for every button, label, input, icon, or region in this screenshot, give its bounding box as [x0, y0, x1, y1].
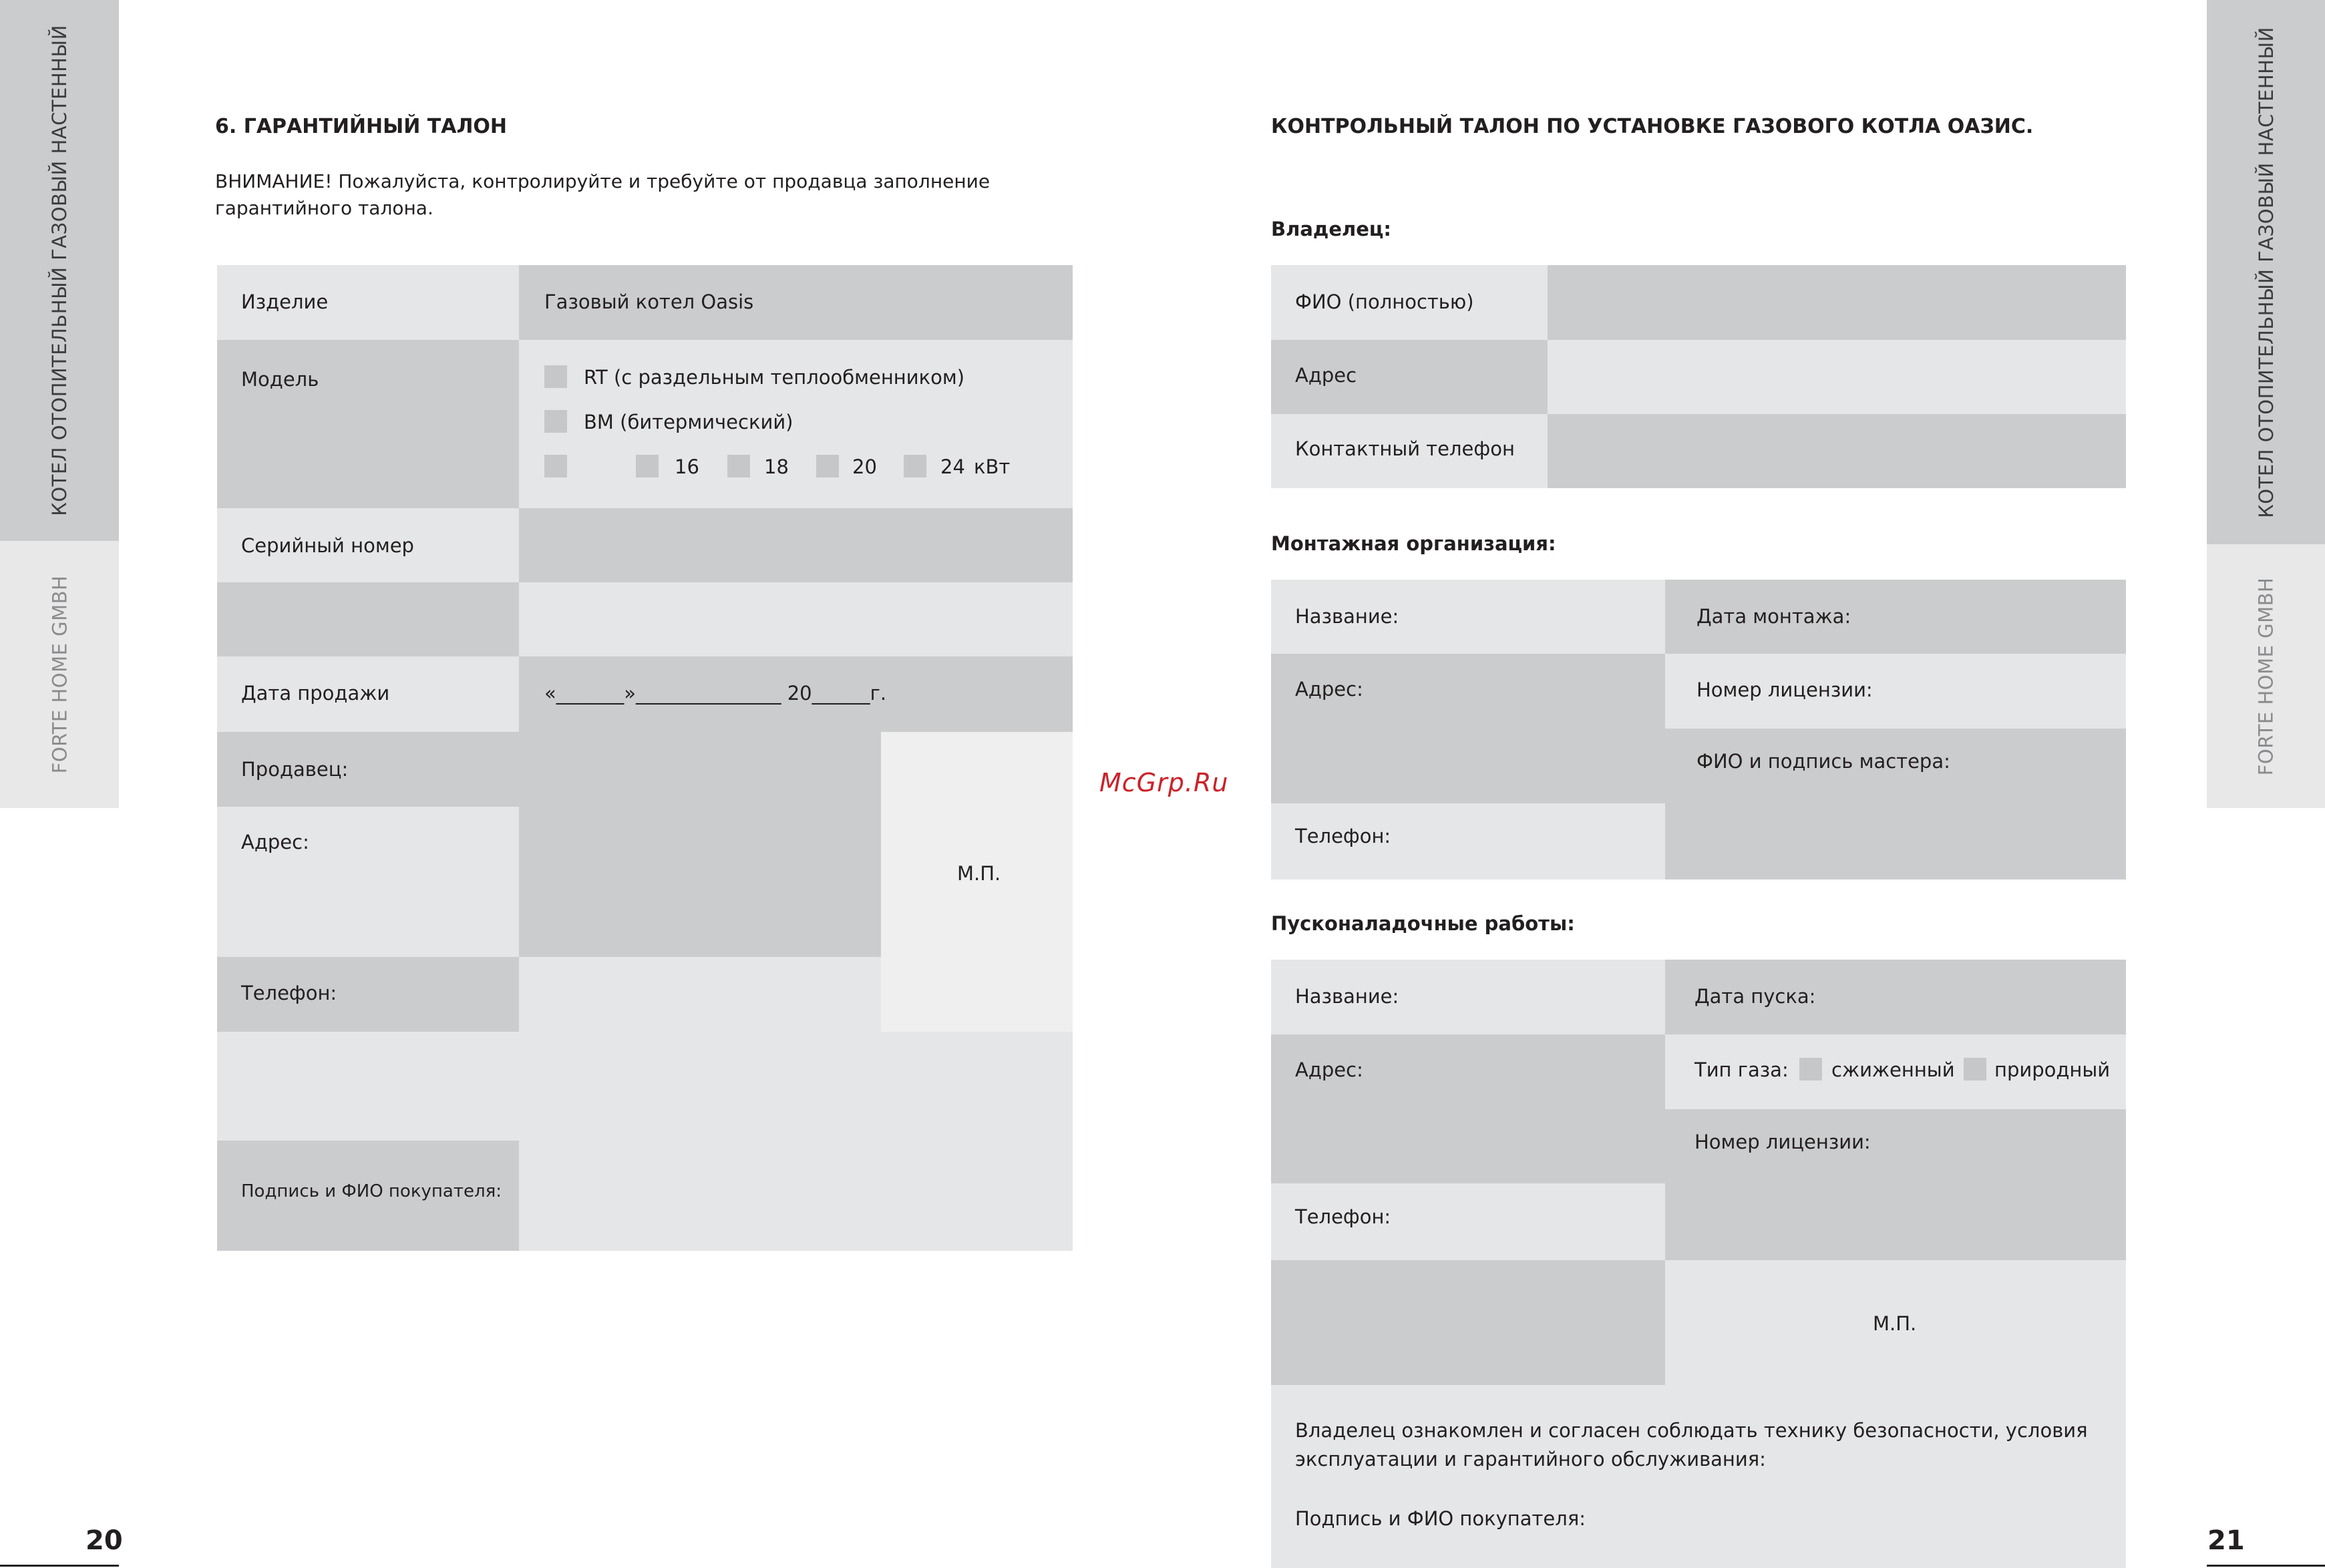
install-address-cell[interactable]: [1271, 654, 1665, 803]
serial-value-cell[interactable]: [519, 508, 1073, 582]
owner-name-label: ФИО (полностью): [1295, 290, 1474, 313]
left-sidebar-brand-block: [0, 541, 119, 808]
power-16-checkbox[interactable]: [636, 455, 659, 477]
left-sidebar-title-block: [0, 0, 119, 541]
model-rt-checkbox[interactable]: [544, 365, 567, 388]
gas-natural-checkbox[interactable]: [1964, 1058, 1986, 1081]
address-label-cell: [217, 807, 519, 957]
signature-label: Подпись и ФИО покупателя:: [241, 1181, 502, 1201]
install-section-title: Монтажная организация:: [1271, 532, 1556, 555]
signature-spacer-cell: [217, 1032, 1073, 1141]
right-sidebar-title: КОТЕЛ ОТОПИТЕЛЬНЫЙ ГАЗОВЫЙ НАСТЕННЫЙ: [2254, 26, 2278, 518]
install-date-label: Дата монтажа:: [1696, 605, 1851, 628]
model-label: Модель: [241, 368, 319, 391]
commission-name-label: Название:: [1295, 985, 1399, 1008]
left-stamp-label: М.П.: [957, 862, 1001, 885]
serial-label: Серийный номер: [241, 534, 414, 557]
gas-liquefied-checkbox[interactable]: [1799, 1058, 1822, 1081]
commission-blank-cell[interactable]: [1271, 1260, 1665, 1385]
agreement-line1: Владелец ознакомлен и согласен соблюдать технику безопасности, условия: [1295, 1419, 2088, 1442]
control-heading: КОНТРОЛЬНЫЙ ТАЛОН ПО УСТАНОВКЕ ГАЗОВОГО КОТЛА ОАЗИС.: [1271, 115, 2034, 138]
watermark: McGrp.Ru: [1099, 768, 1229, 797]
blank-value-cell[interactable]: [519, 582, 1073, 656]
agreement-line2: эксплуатации и гарантийного обслуживания:: [1295, 1448, 1766, 1471]
seller-phone-label: Телефон:: [241, 982, 337, 1004]
warranty-notice: [215, 168, 1083, 222]
blank-label-cell: [217, 582, 519, 656]
right-sidebar-brand-block: [2207, 544, 2325, 808]
product-value: Газовый котел Oasis: [544, 290, 754, 313]
left-sidebar-brand: FORTE HOME GMBH: [48, 575, 71, 774]
right-stamp-label: М.П.: [1873, 1312, 1917, 1335]
warranty-heading: 6. ГАРАНТИЙНЫЙ ТАЛОН: [215, 115, 507, 138]
commission-signature-label: Подпись и ФИО покупателя:: [1295, 1507, 1586, 1530]
model-bm-checkbox[interactable]: [544, 410, 567, 433]
power-20-label: 20: [852, 455, 877, 478]
left-sidebar-title: КОТЕЛ ОТОПИТЕЛЬНЫЙ ГАЗОВЫЙ НАСТЕННЫЙ: [48, 25, 71, 516]
owner-phone-value-cell[interactable]: [1548, 414, 2126, 488]
owner-name-value-cell[interactable]: [1548, 265, 2126, 340]
right-page-number: 21: [2207, 1525, 2245, 1556]
commission-phone-label: Телефон:: [1295, 1205, 1391, 1228]
commission-agreement-cell[interactable]: [1271, 1385, 2126, 1568]
sale-date-label: Дата продажи: [241, 682, 390, 705]
commission-section-title: Пусконаладочные работы:: [1271, 912, 1575, 935]
commission-license-label: Номер лицензии:: [1694, 1131, 1871, 1153]
sale-date-value: «_______»_______________ 20______г.: [544, 682, 887, 705]
owner-address-value-cell[interactable]: [1548, 340, 2126, 414]
power-16-label: 16: [675, 455, 699, 478]
right-sidebar-title-block: [2207, 0, 2325, 544]
install-address-label: Адрес:: [1295, 678, 1363, 701]
power-20-checkbox[interactable]: [816, 455, 839, 477]
seller-label: Продавец:: [241, 758, 349, 781]
phone-value-cell[interactable]: [519, 957, 881, 1032]
right-footer-line: [2207, 1565, 2325, 1567]
owner-phone-label: Контактный телефон: [1295, 437, 1515, 460]
gas-natural-label: природный: [1994, 1058, 2111, 1081]
seller-address-label: Адрес:: [241, 831, 309, 853]
power-blank-checkbox[interactable]: [544, 455, 567, 477]
commission-address-label: Адрес:: [1295, 1058, 1363, 1081]
power-18-label: 18: [764, 455, 789, 478]
warranty-notice-line2: гарантийного талона.: [215, 197, 433, 219]
commission-address-cell[interactable]: [1271, 1034, 1665, 1183]
right-sidebar-brand: FORTE HOME GMBH: [2254, 577, 2278, 775]
model-bm-label: BM (битермический): [584, 411, 793, 433]
model-label-cell: [217, 340, 519, 508]
warranty-notice-line1: ВНИМАНИЕ! Пожалуйста, контролируйте и требуйте от продавца заполнение: [215, 170, 991, 192]
left-page-number: 20: [85, 1525, 123, 1556]
power-24-label: 24: [940, 455, 965, 478]
model-rt-label: RT (с раздельным теплообменником): [584, 366, 965, 389]
product-label: Изделие: [241, 290, 329, 313]
gas-liquefied-label: сжиженный: [1831, 1058, 1955, 1081]
install-name-label: Название:: [1295, 605, 1399, 628]
left-footer-line: [0, 1565, 119, 1567]
power-24-checkbox[interactable]: [904, 455, 926, 477]
power-18-checkbox[interactable]: [727, 455, 750, 477]
gas-type-label: Тип газа:: [1694, 1058, 1789, 1081]
install-license-label: Номер лицензии:: [1696, 678, 1873, 701]
install-phone-label: Телефон:: [1295, 825, 1391, 847]
commission-date-label: Дата пуска:: [1694, 985, 1816, 1008]
power-unit-label: кВт: [974, 455, 1011, 478]
install-master-label: ФИО и подпись мастера:: [1696, 750, 1950, 773]
signature-value-cell[interactable]: [519, 1141, 1073, 1251]
owner-section-title: Владелец:: [1271, 218, 1392, 240]
seller-address-value-cell[interactable]: [519, 732, 881, 957]
owner-address-label: Адрес: [1295, 364, 1357, 387]
